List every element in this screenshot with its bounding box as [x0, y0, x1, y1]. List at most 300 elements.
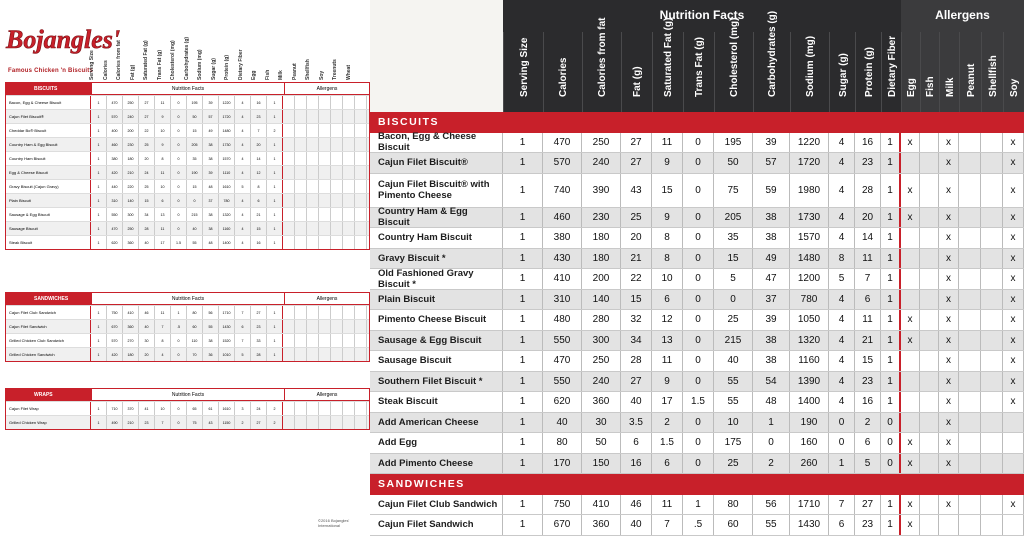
allergen-mark — [959, 310, 981, 330]
thumbnail-allergen-cell — [307, 194, 319, 207]
thumbnail-value: 1400 — [219, 236, 235, 249]
nutrition-value: 55 — [714, 372, 753, 392]
thumbnail-value: 27 — [139, 110, 155, 123]
allergen-mark — [981, 433, 1003, 453]
nutrition-value: 0 — [683, 331, 714, 351]
allergen-mark: x — [939, 454, 959, 474]
thumbnail-value: 1 — [91, 348, 107, 361]
nutrition-value: 15 — [652, 174, 683, 207]
nutrition-value: 570 — [543, 153, 582, 173]
allergen-mark: x — [939, 310, 959, 330]
nutrition-value: 1 — [503, 413, 543, 433]
allergen-mark — [901, 249, 920, 269]
nutrition-value: 1 — [881, 208, 901, 228]
allergen-mark — [920, 495, 939, 515]
nutrition-value: 4 — [829, 331, 855, 351]
nutrition-value: 4 — [829, 372, 855, 392]
thumbnail-allergen-cell — [319, 208, 331, 221]
nutrition-value: 27 — [855, 495, 881, 515]
nutrition-value: 0 — [683, 269, 714, 289]
nutrition-value: 38 — [753, 331, 790, 351]
thumbnail-value: 0 — [171, 402, 187, 415]
nutrition-value: 175 — [714, 433, 753, 453]
thumbnail-value: 0 — [171, 124, 187, 137]
thumbnail-value: 10 — [155, 124, 171, 137]
nutrition-value: 480 — [543, 310, 582, 330]
allergen-mark: x — [1003, 133, 1024, 153]
thumbnail-allergen-cell — [295, 152, 307, 165]
thumbnail-value: 4 — [155, 348, 171, 361]
item-name: Old Fashioned Gravy Biscuit * — [370, 269, 503, 289]
thumbnail-allergen-cell — [355, 334, 367, 347]
nutrition-value: 1570 — [790, 228, 829, 248]
thumbnail-value: 200 — [123, 124, 139, 137]
thumbnail-value: 420 — [107, 166, 123, 179]
thumbnail-column-label: Egg — [251, 70, 257, 80]
item-name: Sausage & Egg Biscuit — [370, 331, 503, 351]
thumbnail-value: 65 — [187, 402, 203, 415]
allergen-mark — [981, 454, 1003, 474]
thumbnail-value: 22 — [139, 124, 155, 137]
nutrition-value: 23 — [855, 372, 881, 392]
thumbnail-value: 1430 — [219, 320, 235, 333]
thumbnail-value: 40 — [139, 236, 155, 249]
thumbnail-allergen-cell — [343, 96, 355, 109]
thumbnail-allergen-cell — [295, 180, 307, 193]
allergen-mark — [920, 413, 939, 433]
thumbnail-allergen-cell — [307, 402, 319, 415]
menu-item-row — [370, 515, 1024, 536]
allergen-mark: x — [939, 133, 959, 153]
thumbnail-value: 0 — [171, 208, 187, 221]
column-header-label: Calories — [558, 57, 569, 97]
nutrition-value: 75 — [714, 174, 753, 207]
thumbnail-allergen-cell — [331, 334, 343, 347]
thumbnail-value: 310 — [107, 194, 123, 207]
category-row — [370, 112, 1024, 133]
thumbnail-item-name: Egg & Cheese Biscuit — [6, 166, 91, 179]
thumbnail-allergen-cell — [307, 348, 319, 361]
thumbnail-allergen-cell — [307, 236, 319, 249]
thumbnail-allergen-cell — [283, 152, 295, 165]
thumbnail-value: 3 — [235, 402, 251, 415]
thumbnail-allergen-cell — [319, 320, 331, 333]
thumbnail-item-name: Sausage Biscuit — [6, 222, 91, 235]
allergen-mark — [981, 392, 1003, 412]
thumbnail-value: 1.5 — [171, 236, 187, 249]
thumbnail-row — [6, 221, 369, 235]
thumbnail-value: 750 — [107, 306, 123, 319]
thumbnail-value: 38 — [203, 152, 219, 165]
thumbnail-allergen-cell — [343, 194, 355, 207]
allergen-mark: x — [1003, 269, 1024, 289]
thumbnail-allergen-cell — [319, 222, 331, 235]
allergen-column-label: Milk — [944, 77, 956, 97]
thumbnail-section-header — [6, 389, 369, 401]
nutrition-value: 46 — [621, 495, 652, 515]
nutrition-value: 240 — [582, 153, 621, 173]
bojangles-logo — [4, 18, 121, 58]
thumbnail-allergen-cell — [295, 348, 307, 361]
thumbnail-value: 440 — [107, 180, 123, 193]
menu-item-row — [370, 153, 1024, 174]
thumbnail-item-name: Country Ham & Egg Biscuit — [6, 138, 91, 151]
thumbnail-value: 570 — [107, 334, 123, 347]
allergen-mark — [920, 228, 939, 248]
nutrition-value: 380 — [543, 228, 582, 248]
allergen-mark: x — [901, 495, 920, 515]
allergen-column-header — [901, 32, 920, 112]
nutrition-value: 21 — [621, 249, 652, 269]
nutrition-value: 25 — [621, 208, 652, 228]
thumbnail-value: 15 — [187, 180, 203, 193]
column-header-label: Calories from fat — [597, 17, 608, 97]
allergen-mark — [920, 351, 939, 371]
allergen-mark — [981, 515, 1003, 535]
column-header — [829, 32, 855, 112]
menu-item-row — [370, 331, 1024, 352]
thumbnail-value: 780 — [219, 194, 235, 207]
thumbnail-value: 23 — [251, 110, 267, 123]
column-header — [753, 10, 790, 112]
thumbnail-value: 27 — [251, 306, 267, 319]
nutrition-value: 4 — [829, 310, 855, 330]
thumbnail-column-label: Cholesterol (mg) — [170, 40, 176, 80]
allergen-mark: x — [1003, 495, 1024, 515]
nutrition-value: 50 — [582, 433, 621, 453]
nutrition-value: 0 — [881, 433, 901, 453]
thumbnail-nutrition-group: Nutrition Facts — [91, 389, 285, 400]
thumbnail-value: 4 — [235, 152, 251, 165]
nutrition-value: 250 — [582, 133, 621, 153]
item-name: Southern Filet Biscuit * — [370, 372, 503, 392]
nutrition-value: 56 — [753, 495, 790, 515]
thumbnail-value: 0 — [171, 348, 187, 361]
nutrition-value: 1 — [881, 228, 901, 248]
thumbnail-value: 1 — [267, 348, 283, 361]
thumbnail-value: 1 — [267, 194, 283, 207]
thumbnail-cells — [91, 180, 367, 193]
thumbnail-value: 11 — [155, 166, 171, 179]
allergen-mark: x — [901, 331, 920, 351]
thumbnail-item-name: Cajun Filet Sandwich — [6, 320, 91, 333]
allergen-mark: x — [939, 228, 959, 248]
nutrition-value: 15 — [855, 351, 881, 371]
thumbnail-value: 50 — [187, 110, 203, 123]
category-row — [370, 474, 1024, 495]
nutrition-value: 300 — [582, 331, 621, 351]
thumbnail-section-title: WRAPS — [6, 389, 91, 400]
thumbnail-value: 1 — [267, 334, 283, 347]
nutrition-value: 470 — [543, 351, 582, 371]
thumbnail-allergen-cell — [307, 166, 319, 179]
nutrition-value: 1.5 — [683, 392, 714, 412]
nutrition-value: 6 — [652, 454, 683, 474]
thumbnail-allergen-cell — [343, 348, 355, 361]
allergen-mark: x — [1003, 310, 1024, 330]
nutrition-value: 1 — [881, 495, 901, 515]
thumbnail-value: 670 — [107, 320, 123, 333]
thumbnail-value: 360 — [123, 320, 139, 333]
thumbnail-value: 24 — [139, 166, 155, 179]
thumbnail-allergen-cell — [331, 166, 343, 179]
nutrition-value: 13 — [652, 331, 683, 351]
nutrition-value: 4 — [829, 133, 855, 153]
nutrition-rows — [370, 112, 1024, 536]
thumbnail-value: 215 — [187, 208, 203, 221]
allergen-mark: x — [901, 208, 920, 228]
allergen-mark: x — [939, 208, 959, 228]
thumbnail-allergen-cell — [355, 110, 367, 123]
thumbnail-allergen-cell — [343, 222, 355, 235]
allergen-column-header — [959, 32, 981, 112]
menu-item-row — [370, 454, 1024, 475]
thumbnail-value: 48 — [203, 236, 219, 249]
thumbnail-value: 1 — [91, 208, 107, 221]
thumbnail-value: 1010 — [219, 348, 235, 361]
nutrition-value: 1 — [829, 454, 855, 474]
nutrition-value: 1 — [881, 331, 901, 351]
column-header-label: Sugar (g) — [837, 53, 849, 97]
nutrition-value: 1400 — [790, 392, 829, 412]
nutrition-value: 6 — [855, 433, 881, 453]
nutrition-value: 1200 — [790, 269, 829, 289]
thumbnail-value: 6 — [155, 194, 171, 207]
thumbnail-allergen-cell — [331, 194, 343, 207]
thumbnail-value: 1 — [91, 194, 107, 207]
thumbnail-value: 1 — [91, 110, 107, 123]
menu-item-row — [370, 310, 1024, 331]
thumbnail-value: 23 — [139, 416, 155, 429]
category-label: BISCUITS — [378, 116, 440, 128]
nutrition-value: 1390 — [790, 372, 829, 392]
thumbnail-value: 2 — [235, 416, 251, 429]
thumbnail-nutrition-group: Nutrition Facts — [91, 83, 285, 94]
thumbnail-allergen-cell — [343, 208, 355, 221]
nutrition-value: 35 — [714, 228, 753, 248]
nutrition-value: 160 — [790, 433, 829, 453]
allergen-mark — [981, 153, 1003, 173]
nutrition-value: 200 — [582, 269, 621, 289]
allergen-mark — [1003, 515, 1024, 535]
allergen-mark — [901, 351, 920, 371]
thumbnail-value: 55 — [203, 320, 219, 333]
thumbnail-value: 0 — [171, 194, 187, 207]
thumbnail-value: 270 — [123, 334, 139, 347]
nutrition-value: 1430 — [790, 515, 829, 535]
thumbnail-value: 1 — [91, 416, 107, 429]
nutrition-value: 1 — [503, 433, 543, 453]
thumbnail-allergen-cell — [343, 138, 355, 151]
nutrition-value: 32 — [621, 310, 652, 330]
item-name: Plain Biscuit — [370, 290, 503, 310]
column-header — [881, 32, 901, 112]
thumbnail-column-headers — [90, 0, 370, 82]
nutrition-value: 5 — [855, 454, 881, 474]
thumbnail-column-label: Fat (g) — [129, 64, 136, 80]
thumbnail-allergen-cell — [283, 402, 295, 415]
nutrition-value: 360 — [582, 392, 621, 412]
thumbnail-allergen-cell — [343, 236, 355, 249]
thumbnail-row — [6, 305, 369, 319]
nutrition-value: 34 — [621, 331, 652, 351]
thumbnail-value: 1 — [91, 320, 107, 333]
thumbnail-allergen-cell — [331, 236, 343, 249]
nutrition-value: 1220 — [790, 133, 829, 153]
allergen-mark: x — [1003, 351, 1024, 371]
thumbnail-value: 49 — [203, 124, 219, 137]
allergen-mark — [1003, 433, 1024, 453]
nutrition-value: 0 — [881, 454, 901, 474]
nutrition-value: 550 — [543, 372, 582, 392]
nutrition-value: 780 — [790, 290, 829, 310]
allergen-mark — [959, 495, 981, 515]
thumbnail-value: 17 — [155, 236, 171, 249]
thumbnail-allergen-cell — [319, 96, 331, 109]
thumbnail-cells — [91, 416, 367, 429]
allergen-mark: x — [939, 433, 959, 453]
thumbnail-allergen-cell — [343, 306, 355, 319]
nutrition-value: 38 — [753, 351, 790, 371]
nutrition-value: 1 — [503, 290, 543, 310]
nutrition-value: 16 — [855, 392, 881, 412]
nutrition-value: 11 — [855, 249, 881, 269]
allergen-mark — [1003, 454, 1024, 474]
allergen-mark: x — [1003, 290, 1024, 310]
nutrition-value: 48 — [753, 392, 790, 412]
nutrition-value: 43 — [621, 174, 652, 207]
thumbnail-value: 80 — [187, 306, 203, 319]
thumbnail-allergen-cell — [355, 166, 367, 179]
nutrition-value: 40 — [543, 413, 582, 433]
thumbnail-value: 2 — [267, 416, 283, 429]
thumbnail-allergen-cell — [295, 110, 307, 123]
allergen-mark: x — [1003, 228, 1024, 248]
nutrition-value: 1 — [683, 495, 714, 515]
nutrition-value: 670 — [543, 515, 582, 535]
menu-item-row — [370, 269, 1024, 290]
thumbnail-value: 0 — [171, 334, 187, 347]
nutrition-value: 1 — [503, 392, 543, 412]
menu-item-row — [370, 495, 1024, 516]
thumbnail-allergen-cell — [283, 320, 295, 333]
thumbnail-value: 9 — [155, 110, 171, 123]
allergen-mark: x — [1003, 153, 1024, 173]
thumbnail-value: 190 — [187, 166, 203, 179]
nutrition-value: 10 — [714, 413, 753, 433]
nutrition-value: 0 — [683, 310, 714, 330]
thumbnail-section-title: BISCUITS — [6, 83, 91, 94]
nutrition-value: 4 — [829, 174, 855, 207]
thumbnail-allergen-cell — [295, 320, 307, 333]
thumbnail-allergen-cell — [319, 334, 331, 347]
thumbnail-value: 13 — [155, 208, 171, 221]
thumbnail-item-name: Grilled Chicken Sandwich — [6, 348, 91, 361]
column-header-label: Protein (g) — [863, 47, 875, 97]
thumbnail-value: 1 — [91, 236, 107, 249]
thumbnail-allergen-cell — [355, 306, 367, 319]
thumbnail-value: 46 — [139, 306, 155, 319]
allergen-column-label: Fish — [925, 76, 936, 97]
nutrition-value: 180 — [582, 249, 621, 269]
allergen-mark: x — [939, 351, 959, 371]
thumbnail-allergen-cell — [331, 152, 343, 165]
nutrition-value: 1980 — [790, 174, 829, 207]
allergen-mark — [959, 133, 981, 153]
thumbnail-row — [6, 319, 369, 333]
thumbnail-value: 55 — [187, 236, 203, 249]
column-header-label: Cholesterol (mg) — [729, 17, 740, 97]
nutrition-value: 195 — [714, 133, 753, 153]
nutrition-value: 15 — [621, 290, 652, 310]
allergen-mark — [901, 153, 920, 173]
nutrition-value: 1 — [503, 208, 543, 228]
thumbnail-value: 1220 — [219, 96, 235, 109]
nutrition-value: 16 — [621, 454, 652, 474]
thumbnail-cells — [91, 236, 367, 249]
thumbnail-value: 24 — [251, 402, 267, 415]
menu-item-row — [370, 133, 1024, 154]
thumbnail-value: 4 — [235, 166, 251, 179]
allergen-mark — [959, 515, 981, 535]
thumbnail-item-name: Country Ham Biscuit — [6, 152, 91, 165]
allergen-mark — [920, 269, 939, 289]
allergen-mark: x — [901, 310, 920, 330]
allergen-mark: x — [939, 290, 959, 310]
thumbnail-column-label: Treenuts — [332, 59, 338, 80]
thumbnail-value: 1 — [91, 180, 107, 193]
thumbnail-value: 1 — [171, 306, 187, 319]
thumbnail-section-table — [5, 292, 370, 362]
nutrition-value: 11 — [652, 495, 683, 515]
allergen-mark: x — [939, 249, 959, 269]
thumbnail-allergen-cell — [319, 166, 331, 179]
menu-item-row — [370, 249, 1024, 270]
nutrition-value: 25 — [714, 454, 753, 474]
nutrition-value: 20 — [621, 228, 652, 248]
svg-text:Bojangles': Bojangles' — [6, 25, 121, 54]
thumbnail-value: 4 — [235, 138, 251, 151]
column-header — [790, 32, 829, 112]
menu-item-row — [370, 290, 1024, 311]
allergen-mark — [920, 249, 939, 269]
column-header — [582, 17, 621, 112]
thumbnail-value: 14 — [251, 152, 267, 165]
nutrition-value: 11 — [652, 351, 683, 371]
thumbnail-allergens-group: Allergens — [316, 392, 338, 398]
thumbnail-value: 40 — [139, 320, 155, 333]
nutrition-value: 20 — [855, 208, 881, 228]
nutrition-value: 80 — [714, 495, 753, 515]
thumbnail-value: 710 — [107, 402, 123, 415]
thumbnail-value: 38 — [203, 138, 219, 151]
thumbnail-allergen-cell — [343, 416, 355, 429]
thumbnail-value: 1 — [91, 138, 107, 151]
thumbnail-allergen-cell — [331, 402, 343, 415]
thumbnail-value: 380 — [107, 152, 123, 165]
thumbnail-allergen-cell — [307, 416, 319, 429]
allergen-mark — [959, 372, 981, 392]
nutrition-value: 0 — [683, 413, 714, 433]
nutrition-value: 1 — [503, 153, 543, 173]
allergen-mark: x — [901, 433, 920, 453]
allergen-mark — [959, 331, 981, 351]
nutrition-value: 8 — [829, 249, 855, 269]
thumbnail-value: 4 — [235, 194, 251, 207]
allergen-mark — [981, 495, 1003, 515]
thumbnail-allergen-cell — [343, 124, 355, 137]
thumbnail-row — [6, 193, 369, 207]
